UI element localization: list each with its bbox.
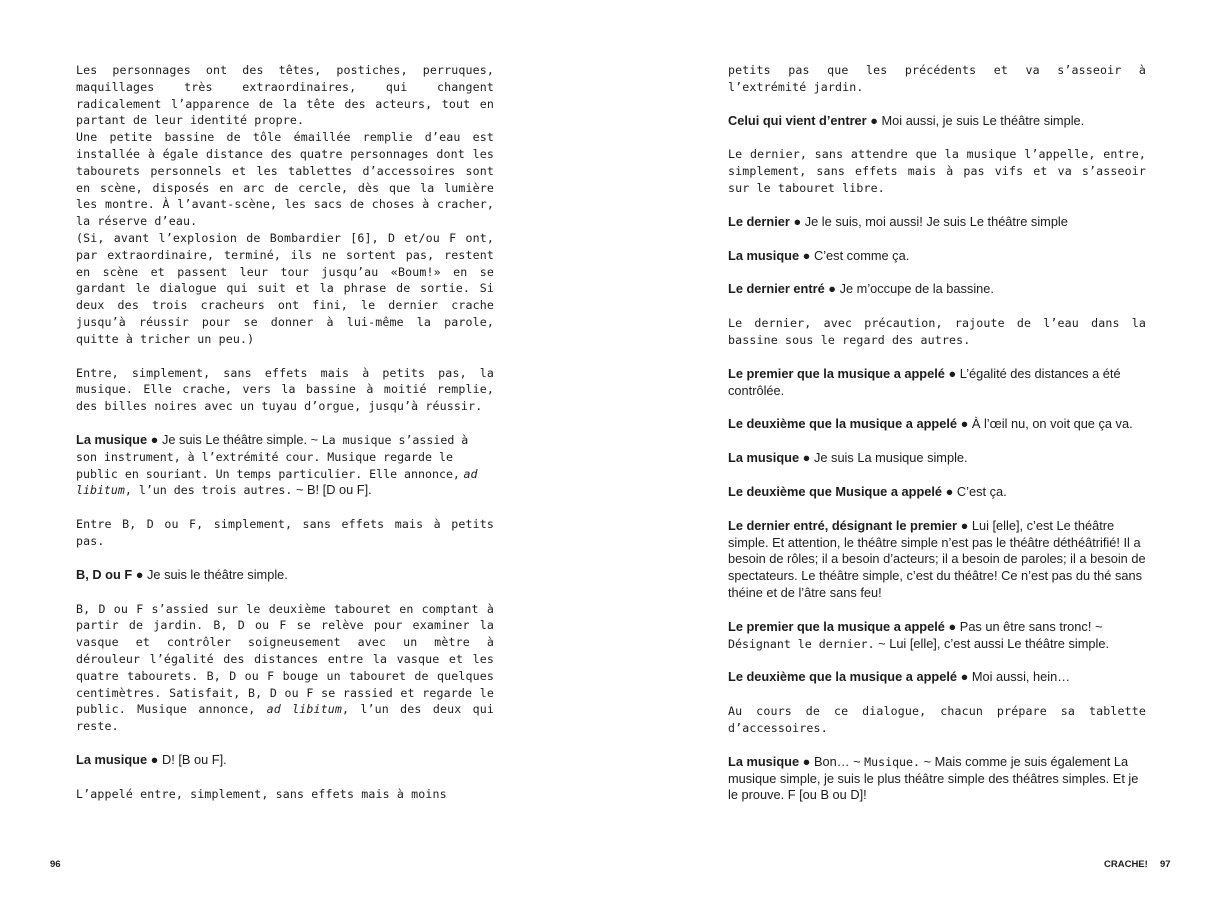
page-number-left: 96: [50, 859, 61, 870]
speaker-name: Le dernier entré: [728, 281, 825, 297]
dialogue-line: Le deuxième que Musique a appelé ● C’est ça.: [728, 483, 1007, 499]
speaker-name: La musique: [728, 753, 800, 769]
dialogue-line: La musique ● Je suis Le théâtre simple. ~ La musique s’assied à son instrument, à l’extrémité cour. Musique regarde le public en souriant. Un temps particulier. Elle annonce, ad libitum, l’un des trois autres. ~ B! [D ou F].: [76, 431, 478, 498]
stage-direction: petits pas que les précédents et va s’asseoir à l’extrémité jardin.: [728, 63, 1146, 94]
inline-stage-direction: La musique s’assied à son instrument, à l’extrémité cour. Musique regarde le public en souriant. Un temps particulier. Elle annonce,: [76, 432, 469, 481]
speaker-name: Le premier que la musique a appelé: [728, 618, 945, 634]
dialogue-line: La musique ● Bon… ~ Musique. ~ Mais comme je suis également La musique simple, je suis le plus théâtre simple des théâtres simples. Et je le prouve. F [ou B ou D]!: [728, 753, 1139, 803]
bullet-icon: ●: [802, 753, 811, 769]
speaker-name: La musique: [728, 450, 800, 466]
stage-direction: B, D ou F s’assied sur le deuxième tabouret en comptant à partir de jardin. B, D ou F se relève pour examiner la vasque et contrôler soigneusement avec un mètre à dérouleur l’égalité des distances entre la vasque et les quatre tabourets. B, D ou F bouge un tabouret de quelques centimètres. Satisfait, B, D ou F se rassied et regarde le public. Musique annonce, ad libitum, l’un des deux qui reste.: [76, 601, 494, 734]
dialogue-line: Le dernier entré, désignant le premier ● Lui [elle], c’est Le théâtre simple. Et attention, le théâtre simple n’est pas le théâtre déthéâtrifié! Il a besoin de rôles; il a besoin d’acteurs; il a besoin de paroles; il a besoin de spectateurs. Le théâtre simple, c’est du théâtre! Ce n’est pas du thé sans théine et de l’âtre sans feu!: [728, 517, 1146, 600]
stage-direction: Au cours de ce dialogue, chacun prépare sa tablette d’accessoires.: [728, 704, 1146, 735]
dialogue-line: Le premier que la musique a appelé ● Pas un être sans tronc! ~ Désignant le dernier. ~ Lui [elle], c’est aussi Le théâtre simple.: [728, 618, 1109, 651]
bullet-icon: ●: [960, 416, 969, 432]
inline-stage-direction: Musique.: [864, 754, 920, 769]
bullet-icon: ●: [150, 431, 159, 447]
stage-direction: Le dernier, sans attendre que la musique l’appelle, entre, simplement, sans effets mais à pas vifs et va s’asseoir sur le tabouret libre.: [728, 147, 1146, 195]
inline-stage-direction: Désignant le dernier.: [728, 636, 875, 651]
dialogue-line: Le dernier entré ● Je m’occupe de la bassine.: [728, 281, 994, 297]
speaker-name: La musique: [76, 431, 148, 447]
dialogue-line: Le deuxième que la musique a appelé ● Moi aussi, hein…: [728, 669, 1071, 685]
stage-direction: Une petite bassine de tôle émaillée remplie d’eau est installée à égale distance des quatre personnages dont les tabourets personnels et les tablettes d’accessoires sont en scène, disposés en arc de cercle, dès que la lumière les montre. À l’avant-scène, les sacs de choses à cracher, la réserve d’eau.: [76, 130, 494, 229]
bullet-icon: ●: [802, 450, 811, 466]
speaker-name: Celui qui vient d’entrer: [728, 112, 867, 128]
bullet-icon: ●: [802, 247, 811, 263]
speaker-name: Le dernier: [728, 213, 790, 229]
speaker-name: Le premier que la musique a appelé: [728, 365, 945, 381]
dialogue-line: Celui qui vient d’entrer ● Moi aussi, je suis Le théâtre simple.: [728, 112, 1085, 128]
speaker-name: Le deuxième que Musique a appelé: [728, 483, 943, 499]
stage-direction: L’appelé entre, simplement, sans effets mais à moins: [76, 786, 447, 801]
stage-direction: Le dernier, avec précaution, rajoute de l’eau dans la bassine sous le regard des autres.: [728, 316, 1146, 347]
speaker-name: B, D ou F: [76, 566, 133, 582]
left-page-text: [76, 62, 494, 819]
bullet-icon: ●: [960, 669, 969, 685]
dialogue-line: La musique ● C’est comme ça.: [728, 247, 910, 263]
stage-direction: Entre B, D ou F, simplement, sans effets mais à petits pas.: [76, 517, 494, 548]
dialogue-line: Le premier que la musique a appelé ● L’égalité des distances a été contrôlée.: [728, 365, 1121, 398]
speaker-name: Le dernier entré, désignant le premier: [728, 517, 957, 533]
speaker-name: Le deuxième que la musique a appelé: [728, 669, 958, 685]
speaker-name: La musique: [728, 247, 800, 263]
dialogue-line: La musique ● D! [B ou F].: [76, 751, 227, 767]
bullet-icon: ●: [150, 751, 159, 767]
bullet-icon: ●: [948, 618, 957, 634]
page-number-right: 97: [1160, 859, 1171, 870]
speaker-name: Le deuxième que la musique a appelé: [728, 416, 958, 432]
dialogue-line: B, D ou F ● Je suis le théâtre simple.: [76, 566, 288, 582]
dialogue-line: Le dernier ● Je le suis, moi aussi! Je suis Le théâtre simple: [728, 213, 1068, 229]
dialogue-line: Le deuxième que la musique a appelé ● À l’œil nu, on voit que ça va.: [728, 416, 1133, 432]
bullet-icon: ●: [828, 281, 837, 297]
bullet-icon: ●: [948, 365, 957, 381]
stage-direction: Entre, simplement, sans effets mais à petits pas, la musique. Elle crache, vers la bassine à moitié remplie, des billes noires avec un tuyau d’orgue, jusqu’à réussir.: [76, 365, 494, 414]
running-head: CRACHE!: [1104, 859, 1148, 870]
stage-direction: Les personnages ont des têtes, postiches, perruques, maquillages très extraordinaires, qui changent radicalement l’apparence de la tête des acteurs, tout en partant de leur identité propre.: [76, 63, 494, 128]
bullet-icon: ●: [870, 112, 878, 128]
bullet-icon: ●: [793, 213, 802, 229]
bullet-icon: ●: [135, 566, 144, 582]
stage-direction: (Si, avant l’explosion de Bombardier [6], D et/ou F ont, par extraordinaire, terminé, ils ne sortent pas, restent en scène et passent leur tour jusqu’au «Boum!» en se gardant le dialogue qui suit et la phrase de sortie. Si deux des trois cracheurs ont fini, le dernier crache jusqu’à réussir pour se donner à lui-même la parole, quitte à tricher un peu.): [76, 230, 494, 346]
speaker-name: La musique: [76, 751, 148, 767]
right-page-text: [728, 62, 1146, 821]
dialogue-line: La musique ● Je suis La musique simple.: [728, 450, 968, 466]
bullet-icon: ●: [960, 517, 969, 533]
bullet-icon: ●: [945, 483, 954, 499]
